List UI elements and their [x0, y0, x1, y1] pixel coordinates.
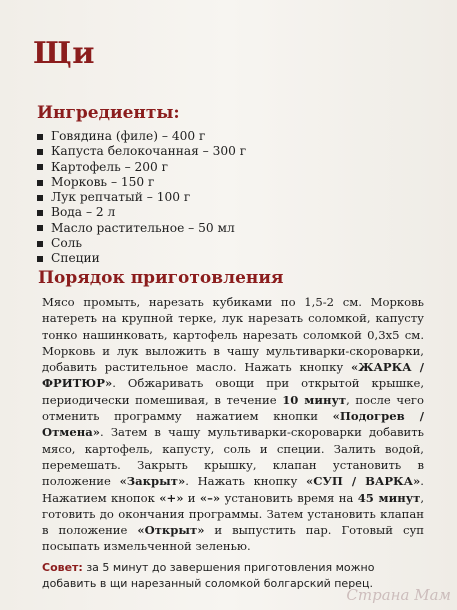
steps-heading: Порядок приготовления — [38, 268, 284, 288]
instruction-emphasis: «Подогрев / Отмена» — [42, 409, 424, 440]
watermark-logo: Страна Мам — [346, 586, 451, 604]
instruction-emphasis: «Закрыт» — [119, 474, 186, 489]
ingredient-label: Капуста белокочанная – 300 г — [51, 144, 247, 159]
instruction-emphasis: «+» — [159, 490, 184, 505]
bullet-icon — [37, 134, 43, 140]
ingredient-item — [37, 236, 246, 251]
bullet-icon — [37, 149, 43, 155]
bullet-icon — [37, 241, 43, 247]
ingredient-item — [37, 175, 246, 190]
instruction-text: и выпустить пар. Готовый суп посыпать измельченной зеленью. — [42, 523, 425, 554]
ingredient-item — [37, 160, 246, 175]
ingredient-label: Говядина (филе) – 400 г — [51, 129, 206, 143]
bullet-icon — [37, 195, 43, 201]
instruction-text: , готовить до окончания программы. Затем установить клапан в положение — [42, 490, 424, 538]
instruction-emphasis: 45 минут — [357, 490, 421, 505]
ingredient-item — [37, 129, 246, 144]
ingredients-heading: Ингредиенты: — [37, 103, 180, 123]
instruction-text: . Обжаривать овощи при открытой крышке, периодически помешивая, в течение — [42, 376, 424, 407]
ingredient-label: Соль — [51, 236, 83, 251]
recipe-title: Щи — [33, 36, 96, 71]
instruction-emphasis: «–» — [199, 490, 221, 505]
bullet-icon — [37, 180, 43, 186]
ingredient-label: Картофель – 200 г — [51, 159, 169, 174]
ingredients-list — [37, 129, 246, 267]
instruction-emphasis: «Открыт» — [137, 523, 205, 538]
instruction-emphasis: «СУП / ВАРКА» — [305, 474, 421, 489]
instructions-text — [42, 294, 424, 555]
instruction-text: установить время на — [220, 490, 358, 505]
instruction-text: . Затем в чашу мультиварки-скороварки добавить мясо, картофель, капусту, соль и специи. Залить водой, перемешать. Закрыть крышку, клапан установить в положение — [42, 425, 424, 489]
instruction-text: Мясо промыть, нарезать кубиками по 1,5-2 см. Морковь натереть на крупной терке, лук нарезать соломкой, капусту тонко нашинковать, картофель нарезать соломкой 0,3х5 см. Морковь и лук выложить в чашу мультиварки-скороварки, добавить растительное масло. Нажать кнопку — [42, 295, 424, 375]
instruction-text: , после чего отменить программу нажатием кнопки — [42, 392, 424, 424]
tip-label: Совет: — [42, 561, 83, 574]
ingredient-item — [37, 190, 246, 205]
bullet-icon — [37, 164, 43, 170]
ingredient-item — [37, 144, 246, 159]
ingredient-item — [37, 251, 246, 266]
bullet-icon — [37, 225, 43, 231]
ingredient-label: Вода – 2 л — [51, 205, 116, 220]
ingredient-label: Лук репчатый – 100 г — [51, 190, 191, 205]
instruction-emphasis: «ЖАРКА / ФРИТЮР» — [42, 360, 424, 391]
ingredient-label: Масло растительное – 50 мл — [51, 220, 235, 235]
ingredient-item — [37, 221, 246, 236]
bullet-icon — [37, 256, 43, 262]
ingredient-item — [37, 205, 246, 220]
bullet-icon — [37, 210, 43, 216]
instruction-emphasis: 10 минут — [282, 392, 347, 407]
tip-text: за 5 минут до завершения приготовления можно добавить в щи нарезанный соломкой болгарский перец. — [42, 561, 375, 590]
instruction-text: и — [183, 490, 200, 505]
instruction-text: . Нажатием кнопок — [42, 474, 424, 505]
ingredient-label: Морковь – 150 г — [51, 174, 155, 189]
instruction-text: . Нажать кнопку — [185, 474, 306, 489]
ingredient-label: Специи — [51, 251, 100, 266]
